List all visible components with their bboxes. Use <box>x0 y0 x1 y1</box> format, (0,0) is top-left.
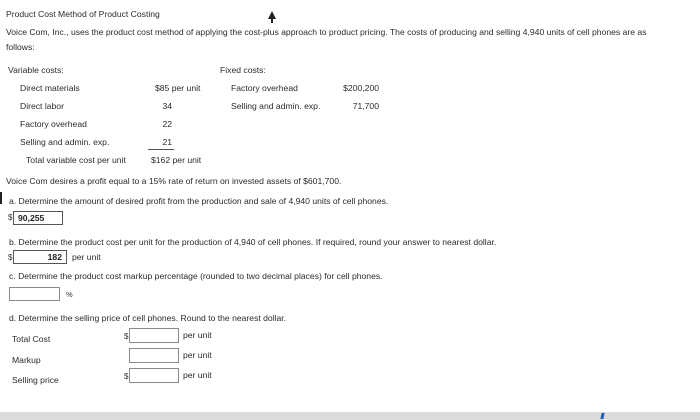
percent-unit-label: % <box>66 290 73 299</box>
active-question-marker <box>0 192 2 204</box>
page-title: Product Cost Method of Product Costing <box>6 9 160 19</box>
currency-symbol: $ <box>124 372 129 381</box>
product-cost-per-unit-input[interactable]: 182 <box>13 250 67 264</box>
total-variable-label: Total variable cost per unit <box>26 155 126 165</box>
total-cost-label: Total Cost <box>12 334 51 344</box>
fixed-costs-heading: Fixed costs: <box>220 65 266 75</box>
unit-label: per unit <box>72 252 101 262</box>
selling-price-input[interactable] <box>129 368 179 383</box>
variable-row-value: 34 <box>162 101 172 111</box>
variable-costs-heading: Variable costs: <box>8 65 64 75</box>
variable-row-label: Direct labor <box>20 101 64 111</box>
total-variable-value: $162 per unit <box>151 155 202 165</box>
unit-label: per unit <box>183 330 212 340</box>
currency-symbol: $ <box>8 253 13 262</box>
fixed-row-label: Factory overhead <box>231 83 298 93</box>
question-a-text: a. Determine the amount of desired profit from the production and sale of 4,940 units of cell phones. <box>9 196 389 206</box>
fixed-row-value: $200,200 <box>343 83 379 93</box>
intro-text: Voice Com, Inc., uses the product cost method of applying the cost-plus approach to product pricing. The costs of producing and selling 4,940 units of cell phones are as <box>6 27 647 37</box>
unit-label: per unit <box>183 370 212 380</box>
markup-label: Markup <box>12 355 41 365</box>
question-d-text: d. Determine the selling price of cell phones. Round to the nearest dollar. <box>9 313 287 323</box>
total-cost-input[interactable] <box>129 328 179 343</box>
fixed-row-value: 71,700 <box>352 101 379 111</box>
question-b-text: b. Determine the product cost per unit for the production of 4,940 of cell phones. If required, round your answer to nearest dollar. <box>9 237 497 247</box>
mouse-cursor-icon <box>268 11 276 19</box>
currency-symbol: $ <box>124 332 129 341</box>
currency-symbol: $ <box>8 213 13 222</box>
unit-label: per unit <box>183 350 212 360</box>
variable-row-value: 21 <box>162 137 172 147</box>
variable-row-label: Direct materials <box>20 83 80 93</box>
variable-row-label: Selling and admin. exp. <box>20 137 110 147</box>
markup-percentage-input[interactable] <box>9 287 60 301</box>
fixed-row-label: Selling and admin. exp. <box>231 101 321 111</box>
markup-input[interactable] <box>129 348 179 363</box>
variable-row-value: $85 per unit <box>155 83 201 93</box>
profit-statement: Voice Com desires a profit equal to a 15% rate of return on invested assets of $601,700. <box>6 176 342 186</box>
intro-text-cont: follows: <box>6 42 35 52</box>
variable-row-value: 22 <box>162 119 172 129</box>
total-rule <box>148 149 174 150</box>
variable-row-label: Factory overhead <box>20 119 87 129</box>
question-c-text: c. Determine the product cost markup percentage (rounded to two decimal places) for cell phones. <box>9 271 383 281</box>
desired-profit-input[interactable]: 90,255 <box>13 211 63 225</box>
selling-price-label: Selling price <box>12 375 59 385</box>
bottom-scrollbar[interactable] <box>0 412 700 420</box>
